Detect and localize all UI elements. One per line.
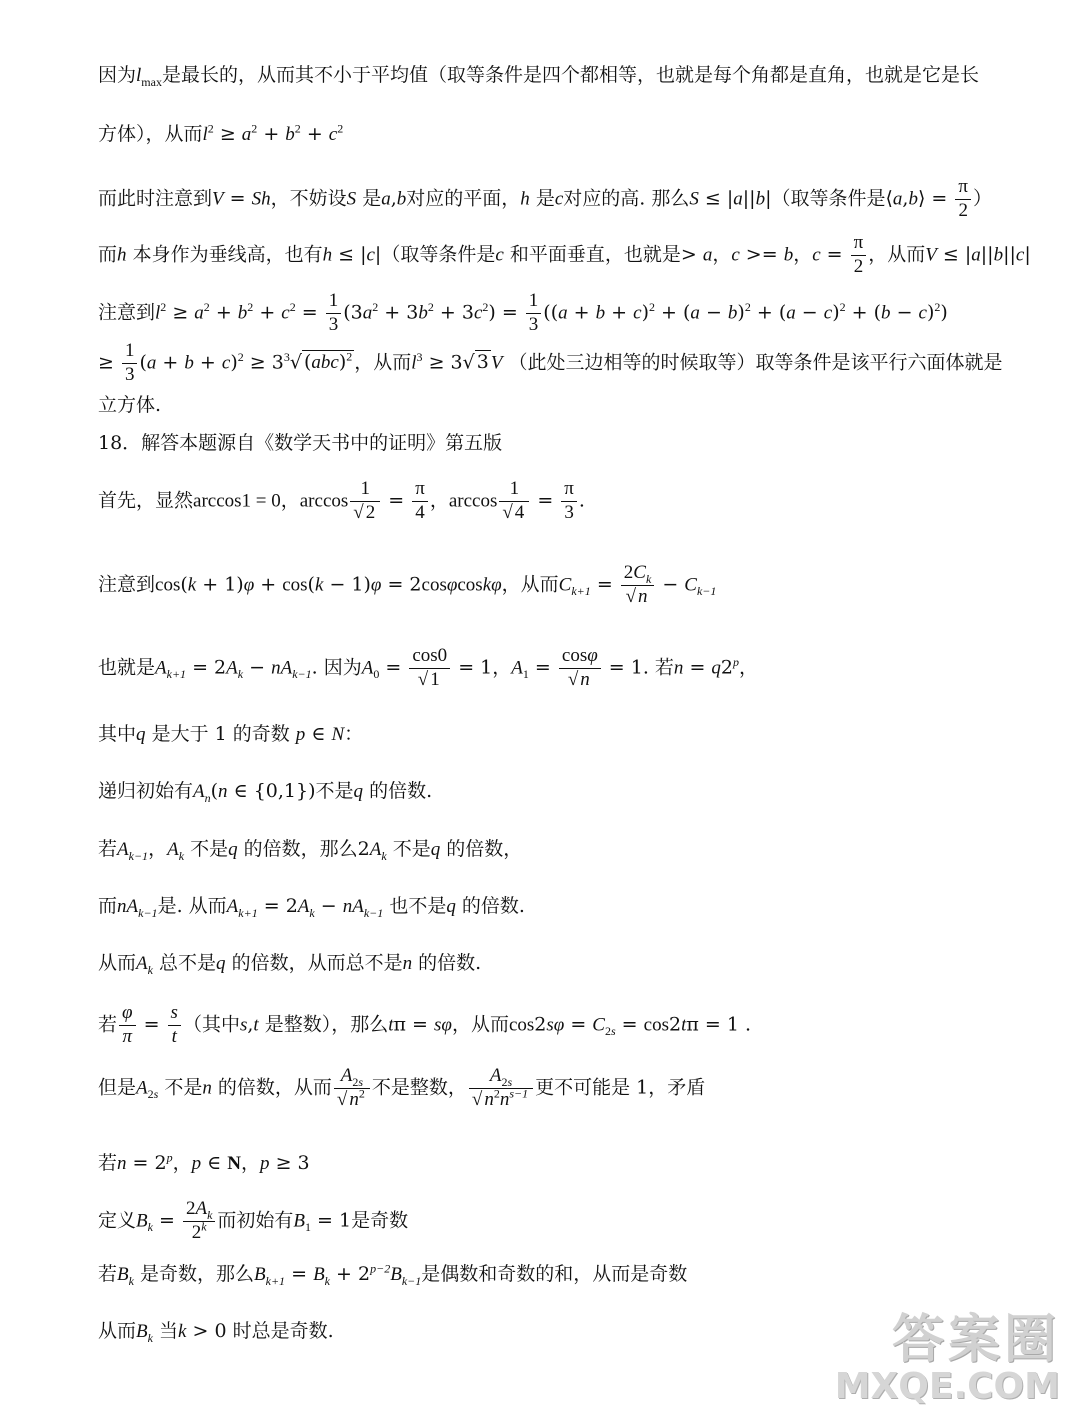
fraction: $\frac{1}{3}$ <box>122 340 138 387</box>
text-line-2: 方体），从而$l^2 \ge a^2 + b^2 + c^2$ <box>98 121 344 145</box>
text: 方体），从而 <box>98 123 203 145</box>
text-line-6: ≥ $\frac{1}{3}$ $(a + b + c)^2 \ge 3^3√$ (abc)$^2$ ，从而$l^3 \ge 3√$ 3 V （此处三边相等的时候取等）取等条件是该平行六面体就是 <box>98 340 1003 385</box>
text: . 若 <box>642 656 674 679</box>
text: ，从而 <box>354 351 412 374</box>
text-line-17: 若 $\frac{\varphi}{\pi}$ = $\frac{s}{t}$ （其中s,t 是整数），那么tπ = sφ，从而$\cos 2s\varphi = C_{2s} = \cos 2t\pi = 1$ . <box>98 1002 751 1047</box>
text-line-13: 递归初始有$A_n(n$ ∈ {0,1})不是q 的倍数. <box>98 780 433 805</box>
text: 递归初始有 <box>98 780 194 802</box>
text: 18．解答本题源自《数学天书中的证明》第五版 <box>98 432 503 454</box>
fraction: $\frac{1}{3}$ <box>326 290 342 337</box>
text: 定义 <box>98 1209 137 1232</box>
text: ，不妨设 <box>270 187 347 210</box>
text: 而初始有 <box>217 1209 294 1232</box>
text: 是奇数，那么 <box>140 1263 255 1285</box>
text: 若 <box>98 1152 118 1174</box>
fraction: $\frac{\pi}{4}$ <box>412 478 428 525</box>
text: （此处三边相等的时候取等）取等条件是该平行六面体就是 <box>508 351 1003 374</box>
text: 首先，显然 <box>98 489 194 512</box>
fraction: $\frac{\cos\varphi}{√ n}$ <box>559 645 601 692</box>
text: 是. 从而 <box>157 895 227 917</box>
text: 立方体. <box>98 394 162 416</box>
fraction: $\frac{\pi}{2}$ <box>955 176 971 223</box>
section-heading <box>98 432 502 455</box>
text: ，从而 <box>501 573 559 596</box>
text: 是整数），那么 <box>264 1013 389 1036</box>
fraction: $\frac{\pi}{3}$ <box>561 478 577 525</box>
fraction: $\frac{1}{3}$ <box>526 290 542 337</box>
text-line-7 <box>98 394 161 417</box>
watermark-logo <box>835 1297 1060 1407</box>
text: 当 <box>159 1320 179 1342</box>
text-line-14: 若$A_{k-1}$，$A_k$ 不是q 的倍数，那么$2A_k$ 不是q 的倍数， <box>98 838 523 863</box>
text: 是 <box>535 187 555 210</box>
text: 本身作为垂线高，也有 <box>132 243 323 266</box>
fraction: $\frac{A_{2s}}{√ n^2n^{s-1}}$ <box>469 1065 533 1112</box>
text: 是最长的，从而其不小于平均值（取等条件是四个都相等，也就是每个角都是直角，也就是它是长 <box>161 64 979 86</box>
text: 从而 <box>98 1320 137 1342</box>
text-line-1: 因为$l_{max}$是最长的，从而其不小于平均值（取等条件是四个都相等，也就是每个角都是直角，也就是它是长 <box>98 64 979 89</box>
text: 不是整数， <box>371 1076 467 1099</box>
watermark-en: MXQE.COM <box>834 1366 1060 1407</box>
text: 的倍数. <box>461 895 525 917</box>
text-line-5: 注意到$l^2 \ge a^2 + b^2 + c^2$ = $\frac{1}{3}$ $(3a^2 + 3b^2 + 3c^2)$ = $\frac{1}{3}$ $((a + b + c)^2 + (a - b)^2 + (a - c)^2 + (b - c)^2)$ <box>98 290 948 335</box>
text: 也不是 <box>389 895 447 917</box>
text-line-11: 也就是$A_{k+1} = 2A_k - nA_{k-1}$. 因为$A_0$ = $\frac{\cos 0}{√ 1}$ = 1，$A_1$ = $\frac{\cos\varphi}{√ n}$ = 1. 若$n = q2^p$， <box>98 645 759 690</box>
text-line-21: 若$B_k$ 是奇数，那么$B_{k+1} = B_k + 2^{p-2}B_{k-1}$是偶数和奇数的和，从而是奇数 <box>98 1261 688 1288</box>
text-line-20: 定义$B_k$ = $\frac{2A_k}{2^k}$ 而初始有$B_1 = 1$是奇数 <box>98 1198 409 1243</box>
text: 更不可能是 1，矛盾 <box>535 1076 706 1099</box>
text: 不是 <box>392 838 431 860</box>
text: 从而 <box>98 952 137 974</box>
text-line-4: 而h 本身作为垂线高，也有h ≤ |c|（取等条件是c 和平面垂直，也就是> a，c >= b，c = $\frac{\pi}{2}$ ，从而V ≤ |a||b||c| <box>98 232 1031 277</box>
text: （其中 <box>182 1013 240 1036</box>
text: 不是 <box>315 780 354 802</box>
text: 因为 <box>98 64 137 86</box>
text-line-12: 其中q 是大于 1 的奇数 p ∈ N： <box>98 723 364 745</box>
text: 的倍数. <box>369 780 433 802</box>
fraction: $\frac{s}{t}$ <box>168 1002 181 1049</box>
text: 的倍数， <box>446 838 523 860</box>
text-line-16: 从而$A_k$ 总不是q 的倍数，从而总不是n 的倍数. <box>98 952 482 977</box>
text: 但是 <box>98 1076 137 1099</box>
text-line-18: 但是$A_{2s}$ 不是n 的倍数，从而 $\frac{A_{2s}}{√ n^2}$ 不是整数， $\frac{A_{2s}}{√ n^2n^{s-1}}$ 更不可能是 1，矛盾 <box>98 1065 706 1110</box>
text: 若 <box>98 1263 118 1285</box>
text: 和平面垂直，也就是 <box>509 243 681 266</box>
text: 时总是奇数. <box>232 1320 334 1342</box>
text: 若 <box>98 838 118 860</box>
fraction: $\frac{\pi}{2}$ <box>851 232 867 279</box>
text: （取等条件是 <box>771 187 886 210</box>
text: 而 <box>98 895 118 917</box>
text: 总不是 <box>159 952 217 974</box>
text: 是大于 1 的奇数 <box>151 723 290 745</box>
text: 注意到 <box>98 573 156 596</box>
text-line-10: 注意到cos(k + 1)φ + cos(k − 1)φ = 2cosφcoskφ，从而$C_{k+1}$ = $\frac{2C_k}{√ n}$ − $C_{k-1}$ <box>98 562 717 607</box>
text: 不是 <box>190 838 229 860</box>
text-line-9: 首先，显然arccos1 = 0，arccos $\frac{1}{√ 2}$ = $\frac{\pi}{4}$ ，arccos $\frac{1}{√ 4}$ = $\frac{\pi}{3}$ . <box>98 478 585 523</box>
text: 的倍数，从而总不是 <box>231 952 403 974</box>
fraction: $\frac{\varphi}{\pi}$ <box>119 1002 136 1049</box>
text: 的倍数，从而 <box>217 1076 332 1099</box>
text: （取等条件是 <box>381 243 496 266</box>
text: 对应的高. 那么 <box>563 187 690 210</box>
text-line-22: 从而$B_k$ 当k > 0 时总是奇数. <box>98 1320 334 1345</box>
fraction: $\frac{2A_k}{2^k}$ <box>183 1198 215 1245</box>
text: 是偶数和奇数的和，从而是奇数 <box>421 1263 688 1285</box>
text: 注意到 <box>98 301 156 324</box>
text: 的倍数，那么 <box>243 838 358 860</box>
text: 而 <box>98 243 118 266</box>
text: 而此时注意到 <box>98 187 213 210</box>
text: . 因为 <box>311 656 362 679</box>
text: ，从而 <box>451 1013 509 1036</box>
text: 不是 <box>164 1076 203 1099</box>
text: 对应的平面， <box>406 187 521 210</box>
text: 也就是 <box>98 656 156 679</box>
text-line-15: 而$nA_{k-1}$是. 从而$A_{k+1} = 2A_k - nA_{k-1}$ 也不是q 的倍数. <box>98 895 525 920</box>
text: ，从而 <box>868 243 926 266</box>
text: 其中 <box>98 723 137 745</box>
text: 是奇数 <box>351 1209 409 1232</box>
text: 是 <box>362 187 382 210</box>
text: ， <box>492 656 512 679</box>
fraction: $\frac{1}{√ 4}$ <box>499 478 529 525</box>
text-line-19: 若$n = 2^p$，p ∈ N，p ≥ 3 <box>98 1150 310 1174</box>
fraction: $\frac{A_{2s}}{√ n^2}$ <box>334 1065 370 1112</box>
text: 若 <box>98 1013 118 1036</box>
fraction: $\frac{\cos 0}{√ 1}$ <box>409 645 450 692</box>
fraction: $\frac{1}{√ 2}$ <box>350 478 380 525</box>
watermark-cn: 答案圈 <box>891 1310 1060 1370</box>
text-line-3: 而此时注意到V = Sh，不妨设S 是a,b对应的平面，h 是c对应的高. 那么S ≤ |a||b|（取等条件是⟨a,b⟩ = $\frac{\pi}{2}$ ） <box>98 176 992 221</box>
text: 的倍数. <box>418 952 482 974</box>
fraction: $\frac{2C_k}{√ n}$ <box>621 562 655 609</box>
